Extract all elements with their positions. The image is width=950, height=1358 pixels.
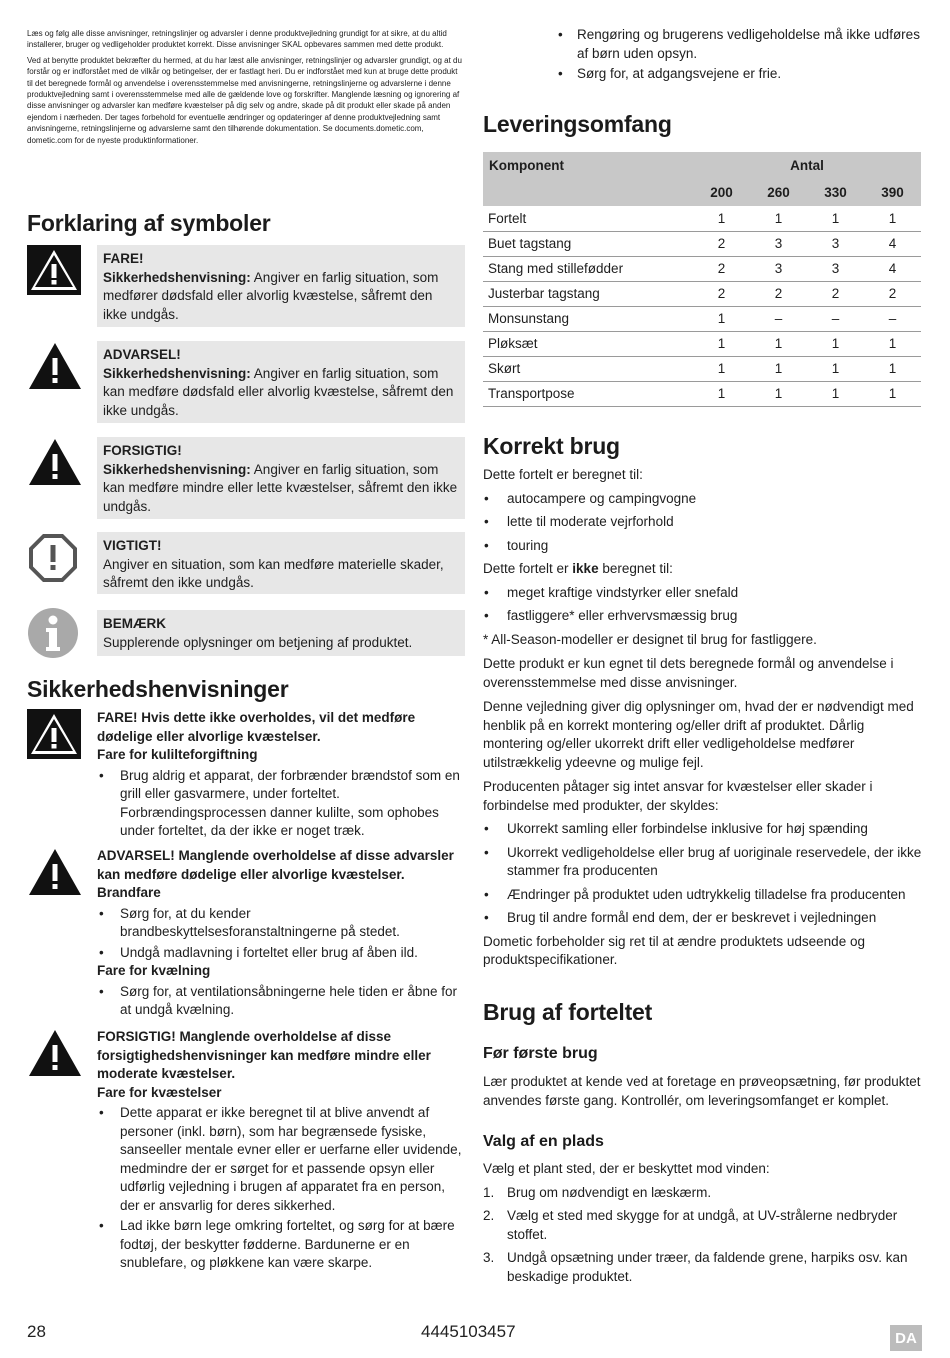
caution-icon [27,1028,81,1078]
first-use-heading: Før første brug [483,1045,598,1062]
table-cell: 1 [750,206,807,231]
table-header-amount: Antal [693,152,921,179]
delivery-heading: Leveringsomfang [483,111,672,137]
danger-warning-icon [27,245,79,297]
correct-use-not-suffix: beregnet til: [598,561,673,576]
info-icon [27,607,79,659]
table-cell-component: Fortelt [483,206,693,231]
symbol-caution-text: Angiver en farlig situation, som kan medføre mindre eller lette kvæstelser, såfremt den ikke undgås. [103,461,458,514]
language-badge: DA [890,1325,922,1351]
correct-use-section [483,466,923,970]
list-item: • Rengøring og brugerens vedligeholdelse må ikke udføres af børn uden opsyn. [556,26,928,63]
symbol-caution-title: FORSIGTIG! [103,443,182,458]
correct-use-paragraph: Dometic forbeholder sig ret til at ændre produktets udseende og produktspecifikationer. [483,933,865,967]
list-item-text: Brug om nødvendigt en læskærm. [507,1184,712,1200]
table-header-size: 260 [750,179,807,206]
notice-octagon-icon [27,532,79,584]
list-item-text: Vælg et sted med skygge for at undgå, at UV-strålerne nedbryder stoffet. [507,1208,898,1242]
table-row [483,231,921,256]
table-cell: 3 [807,231,864,256]
symbol-warning-title: ADVARSEL! [103,347,181,362]
table-cell: 1 [807,381,864,406]
table-cell: – [807,306,864,331]
intro-paragraph-1: Læs og følg alle disse anvisninger, retningslinjer og advarsler i denne produktvejledning grundigt for at sikre, at du altid installerer, bruger og vedligeholder produktet korrekt. Disse anvisninger SKAL opbevares sammen med dette produkt. [27,29,447,50]
symbol-caution-lead: Sikkerhedshenvisning: [103,461,251,477]
list-item: • Sørg for, at ventilationsåbningerne hele tiden er åbne for at undgå kvælning. [97,983,465,1020]
safety-warning-sub-suffocation: Fare for kvælning [97,963,211,978]
table-cell: 1 [693,356,750,381]
site-heading: Valg af en plads [483,1133,604,1150]
symbol-note-title: BEMÆRK [103,616,166,631]
list-number: 3. [483,1250,495,1265]
warning-icon [27,847,81,897]
delivery-table [483,152,921,407]
table-cell: 2 [693,281,750,306]
safety-warning-sub-fire: Brandfare [97,885,161,900]
symbol-danger-title: FARE! [103,251,144,266]
table-cell-component: Justerbar tagstang [483,281,693,306]
list-item: • Ændringer på produktet uden udtrykkelig tilladelse fra producenten [483,886,923,905]
table-cell: 1 [864,381,921,406]
first-use-text: Lær produktet at kende ved at foretage en prøveopsætning, før produktet anvendes første gang. Kontrollér, om leveringsomfanget er komplet. [483,1074,921,1108]
table-cell: 1 [750,381,807,406]
symbol-notice-title: VIGTIGT! [103,538,162,553]
list-item [483,1207,923,1244]
table-cell: 2 [693,256,750,281]
table-cell: 4 [864,231,921,256]
danger-warning-icon [27,709,81,759]
list-item [483,1249,923,1286]
table-cell: 2 [807,281,864,306]
correct-use-not-intended [483,560,923,579]
table-cell: 1 [807,331,864,356]
correct-use-not-prefix: Dette fortelt er [483,561,573,576]
site-intro: Vælg et plant sted, der er beskyttet mod vinden: [483,1161,770,1176]
table-cell: 1 [864,356,921,381]
table-cell: 2 [864,281,921,306]
table-cell-component: Monsunstang [483,306,693,331]
table-header-size: 330 [807,179,864,206]
table-cell: 4 [864,256,921,281]
table-row [483,331,921,356]
table-row [483,356,921,381]
site-section [483,1160,923,1286]
table-cell-component: Skørt [483,356,693,381]
list-item: • Ukorrekt samling eller forbindelse inklusive for høj spænding [483,820,923,839]
correct-use-paragraph: Dette produkt er kun egnet til dets beregnede formål og anvendelse i overensstemmelse med disse anvisninger. [483,656,894,690]
usage-heading: Brug af forteltet [483,999,653,1025]
table-cell: 3 [807,256,864,281]
list-number: 2. [483,1208,495,1223]
table-row [483,381,921,406]
correct-use-paragraph: Producenten påtager sig intet ansvar for kvæstelser eller skader i forbindelse med produkter, der skyldes: [483,779,873,813]
table-cell: 1 [693,331,750,356]
list-item: • Brug til andre formål end dem, der er beskrevet i vejledningen [483,909,923,928]
list-item: • Lad ikke børn lege omkring forteltet, og sørg for at bære fodtøj, der beskytter fødderne. Bardunerne er en snublefare, og pløkkene kan være skarpe. [97,1217,465,1273]
list-item: • Sørg for, at adgangsvejene er frie. [556,65,928,84]
list-item [483,1184,923,1203]
table-cell: – [750,306,807,331]
list-item: • Brug aldrig et apparat, der forbrænder brændstof som en grill eller gasvarmere, under forteltet. Forbrændingsprocessen danner kulilte, som ophobes under forteltet, da der ikke er noget træk. [97,767,465,841]
list-item: • Sørg for, at du kender brandbeskyttelsesforanstaltningerne på stedet. [97,905,465,942]
list-item: • Ukorrekt vedligeholdelse eller brug af uoriginale reservedele, der ikke stammer fra producenten [483,844,923,881]
table-cell: 1 [807,356,864,381]
table-cell-component: Pløksæt [483,331,693,356]
table-cell-component: Transportpose [483,381,693,406]
caution-icon [27,437,79,489]
safety-warning-heading: ADVARSEL! Manglende overholdelse af disse advarsler kan medføre dødelige eller alvorlige kvæstelser. [97,848,454,882]
correct-use-footnote: * All-Season-modeller er designet til brug for fastliggere. [483,631,817,647]
intro-text [27,28,465,150]
list-item: • Undgå madlavning i forteltet eller brug af åben ild. [97,944,465,963]
list-item: • Dette apparat er ikke beregnet til at blive anvendt af personer (inkl. børn), som har begrænsede fysiske, sanseeller mentale evner eller er uerfarne eller uvidende, medmindre der er sørget for et passende opsyn eller udførlig vejledning i brugen af apparatet fra en person, der er ansvarlig for deres sikkerhed. [97,1104,465,1215]
document-number: 4445103457 [421,1322,516,1341]
list-item: • meget kraftige vindstyrker eller snefald [483,584,923,603]
table-cell: 1 [864,331,921,356]
correct-use-not-bold: ikke [572,561,599,576]
symbol-danger-text: Angiver en farlig situation, som medfører dødsfald eller alvorlig kvæstelse, såfremt den ikke undgås. [103,269,439,322]
table-cell: 1 [807,206,864,231]
intro-paragraph-2: Ved at benytte produktet bekræfter du hermed, at du har læst alle anvisninger, retningslinjer og advarsler grundigt, og at du forstår og er indforstået med de vilkår og betingelser, der er fastlagt heri. Du er indforstået med kun at bruge dette produkt til det beregnede formål og anvendelse i overensstemmelse med anvisningerne, retningslinjerne og advarslerne i denne produktvejledning samt i overensstemmelse med alle de gældende love og forskrifter. Manglende læsning og ignorering af disse anvisninger og advarsler kan medføre kvæstelser på dig selv og andre, skade på dit produkt eller skade på anden ejendom i nærheden. Der tages forbehold for eventuelle ændringer og opdateringer af denne produktvejledning samt anvisningerne, retningslinjerne og advarslerne samt den tilhørende dokumentation. Se documents.dometic.com, dometic.com for de nyeste produktinformationer. [27,55,462,145]
table-cell: – [864,306,921,331]
table-header-size: 390 [864,179,921,206]
symbol-notice-text: Angiver en situation, som kan medføre materielle skader, såfremt den ikke undgås. [103,556,444,590]
table-cell: 2 [750,281,807,306]
table-cell: 1 [693,381,750,406]
table-cell-component: Buet tagstang [483,231,693,256]
table-cell-component: Stang med stillefødder [483,256,693,281]
list-item-text: Undgå opsætning under træer, da faldende grene, harpiks osv. kan beskadige produktet. [507,1250,908,1284]
correct-use-heading: Korrekt brug [483,433,620,459]
table-header-component: Komponent [483,152,693,179]
table-cell: 2 [693,231,750,256]
symbol-warning-lead: Sikkerhedshenvisning: [103,365,251,381]
symbol-danger-lead: Sikkerhedshenvisning: [103,269,251,285]
safety-danger-sub: Fare for kulilteforgiftning [97,747,258,762]
warning-icon [27,341,79,393]
table-cell: 3 [750,231,807,256]
safety-caution-sub: Fare for kvæstelser [97,1084,222,1100]
safety-caution-heading: FORSIGTIG! Manglende overholdelse af disse forsigtighedshenvisninger kan medføre mindre eller moderate kvæstelser. [97,1029,431,1081]
correct-use-paragraph: Denne vejledning giver dig oplysninger om, hvad der er nødvendigt med henblik på en korrekt montering og/eller drift af produktet. Dårlig montering og/eller ukorrekt drift eller vedligeholdelse medfører utilstrækkelig ydeevne og mulige fejl. [483,699,914,770]
symbol-warning-text: Angiver en farlig situation, som kan medføre dødsfald eller alvorlig kvæstelse, såfremt den ikke undgås. [103,365,454,418]
safety-heading: Sikkerhedshenvisninger [27,676,289,702]
list-number: 1. [483,1184,495,1200]
table-row [483,281,921,306]
table-row [483,206,921,231]
symbol-note-text: Supplerende oplysninger om betjening af produktet. [103,634,413,650]
table-row [483,256,921,281]
safety-danger-heading: FARE! Hvis dette ikke overholdes, vil det medføre dødelige eller alvorlige kvæstelser. [97,710,416,744]
list-item: • fastliggere* eller erhvervsmæssig brug [483,607,923,626]
table-cell: 1 [693,306,750,331]
symbols-heading: Forklaring af symboler [27,210,271,236]
table-row [483,306,921,331]
page-number: 28 [27,1322,46,1341]
table-cell: 1 [750,331,807,356]
table-cell: 3 [750,256,807,281]
table-cell: 1 [750,356,807,381]
correct-use-intended: Dette fortelt er beregnet til: [483,467,643,482]
right-top-bullets [556,24,928,84]
list-item: • lette til moderate vejrforhold [483,513,923,532]
table-header-size: 200 [693,179,750,206]
table-cell: 1 [693,206,750,231]
list-item: • touring [483,537,923,556]
list-item: • autocampere og campingvogne [483,490,923,509]
table-cell: 1 [864,206,921,231]
